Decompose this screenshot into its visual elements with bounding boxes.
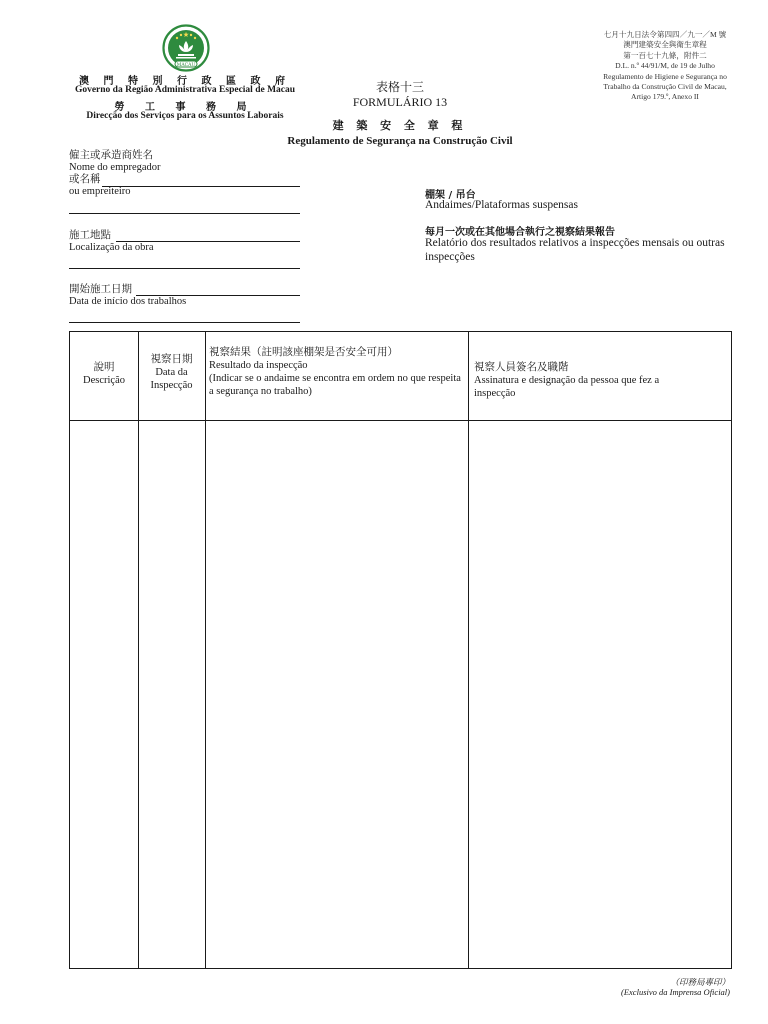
legal-line: 澳門建築安全與衛生章程: [623, 40, 707, 50]
emblem-text: MACAU: [176, 63, 196, 68]
employer-label-zh-2: 或名稱: [69, 174, 101, 185]
employer-label-pt-2: ou empreiteiro: [69, 186, 131, 197]
macau-emblem-icon: [162, 24, 210, 72]
header-signature-zh: 視察人員簽名及職階: [474, 362, 569, 373]
legal-line: 七月十九日法令第四四／九一／M 號: [603, 30, 727, 39]
regulation-title-pt: Regulamento de Segurança na Construção Civil: [287, 135, 513, 147]
header-result: [205, 332, 468, 420]
report-title-pt: Relatório dos resultados relativos a inspecções mensais ou outras inspecções: [425, 237, 725, 263]
header-date-pt-2: Inspecção: [150, 380, 193, 391]
employer-label-zh-1: 僱主或承造商姓名: [69, 150, 153, 161]
start-date-line-2[interactable]: [69, 322, 300, 323]
footer-printer-zh: （印務局專印）: [670, 977, 730, 987]
government-name-pt: Governo da Região Administrativa Especial de Macau: [74, 85, 296, 95]
header-description-pt: Descrição: [83, 375, 125, 386]
header-date-pt-1: Data da: [155, 367, 188, 378]
form-number-pt: FORMULÁRIO 13: [352, 95, 448, 109]
location-label-zh: 施工地點: [69, 230, 111, 241]
employer-name-line-1[interactable]: [102, 186, 300, 187]
table-header-divider: [70, 420, 731, 421]
legal-reference: [560, 30, 768, 103]
start-date-label-zh: 開始施工日期: [69, 284, 132, 295]
legal-line: 第一百七十九條，附件二: [623, 50, 707, 60]
header-description: [70, 332, 138, 420]
footer-printer-pt: (Exclusivo da Imprensa Oficial): [621, 987, 730, 997]
legal-line: D.L. n.º 44/91/M, de 19 de Julho: [615, 61, 715, 71]
legal-line: Trabalho da Construção Civil de Macau,: [603, 82, 727, 92]
legal-line: Artigo 179.º, Anexo II: [631, 92, 699, 102]
form-number-zh: 表格十三: [375, 80, 424, 94]
header-date-zh: 視察日期: [150, 354, 193, 365]
regulation-title-zh: 建 築 安 全 章 程: [332, 120, 468, 132]
government-name-zh: 澳 門 特 別 行 政 區 政 府: [79, 76, 291, 87]
header-result-pt: Resultado da inspecção: [209, 360, 308, 371]
employer-name-line-2[interactable]: [69, 213, 300, 214]
column-divider: [138, 332, 139, 968]
employer-label-pt-1: Nome do empregador: [69, 162, 161, 173]
header-result-note: (Indicar se o andaime se encontra em ordem no que respeita a segurança no trabalho): [209, 373, 461, 397]
department-name-zh: 勞 工 事 務 局: [114, 102, 256, 113]
legal-line: Regulamento de Higiene e Segurança no: [603, 71, 727, 81]
column-divider: [468, 332, 469, 968]
start-date-label-pt: Data de início dos trabalhos: [69, 296, 187, 307]
topic-type-zh: 棚架 / 吊台: [425, 190, 476, 201]
topic-type-pt: Andaimes/Plataformas suspensas: [425, 199, 578, 211]
header-signature-pt: Assinatura e designação da pessoa que fez a inspecção: [474, 375, 660, 399]
header-signature: [468, 332, 731, 420]
department-name-pt: Direcção dos Serviços para os Assuntos Laborais: [86, 111, 284, 121]
header-description-zh: 說明: [93, 362, 115, 373]
column-divider: [205, 332, 206, 968]
header-date: [138, 332, 205, 420]
report-title-zh: 每月一次或在其他場合執行之視察結果報告: [425, 227, 615, 238]
header-result-zh: 視察結果（註明該座棚架是否安全可用）: [209, 347, 398, 358]
location-line-2[interactable]: [69, 268, 300, 269]
inspection-table: [69, 331, 732, 969]
location-label-pt: Localização da obra: [69, 242, 154, 253]
